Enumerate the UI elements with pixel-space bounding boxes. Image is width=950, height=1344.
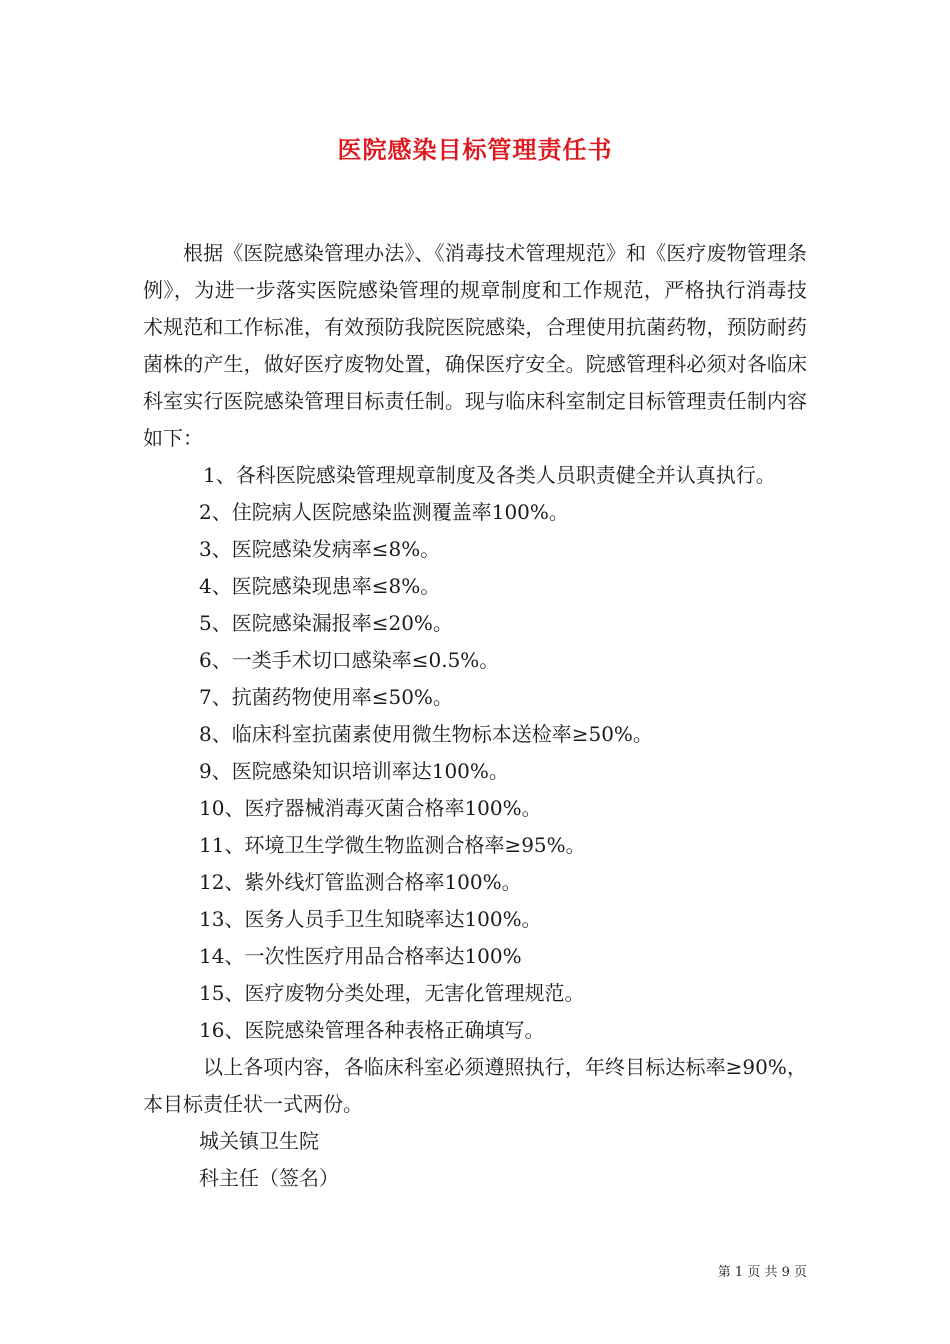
list-item: 3、医院感染发病率≤8%。 <box>199 537 441 561</box>
list-item: 2、住院病人医院感染监测覆盖率100%。 <box>199 500 569 524</box>
list-item: 5、医院感染漏报率≤20%。 <box>199 611 453 635</box>
list-item: 12、紫外线灯管监测合格率100%。 <box>199 870 522 894</box>
list-item: 14、一次性医疗用品合格率达100% <box>199 944 522 968</box>
list-item: 10、医疗器械消毒灭菌合格率100%。 <box>199 796 542 820</box>
list-item: 7、抗菌药物使用率≤50%。 <box>199 685 453 709</box>
closing-paragraph: 以上各项内容，各临床科室必须遵照执行，年终目标达标率≥90%，本目标责任状一式两份。 <box>143 1055 807 1116</box>
list-item: 9、医院感染知识培训率达100%。 <box>199 759 509 783</box>
list-item: 16、医院感染管理各种表格正确填写。 <box>199 1018 545 1042</box>
document-title: 医院感染目标管理责任书 <box>337 135 613 164</box>
list-item: 1、各科医院感染管理规章制度及各类人员职责健全并认真执行。 <box>203 463 776 487</box>
list-item: 15、医疗废物分类处理，无害化管理规范。 <box>199 981 585 1005</box>
list-item: 13、医务人员手卫生知晓率达100%。 <box>199 907 542 931</box>
list-item: 4、医院感染现患率≤8%。 <box>199 574 441 598</box>
list-item: 11、环境卫生学微生物监测合格率≥95%。 <box>199 833 586 857</box>
page-number: 第 1 页 共 9 页 <box>717 1265 807 1280</box>
intro-paragraph: 根据《医院感染管理办法》、《消毒技术管理规范》和《医疗废物管理条例》，为进一步落实医院感染管理的规章制度和工作规范，严格执行消毒技术规范和工作标准，有效预防我院医院感染，合理使用抗菌药物，预防耐药菌株的产生，做好医疗废物处置，确保医疗安全。院感管理科必须对各临床科室实行医院感染管理目标责任制。现与临床科室制定目标管理责任制内容如下： <box>143 241 807 450</box>
list-item: 8、临床科室抗菌素使用微生物标本送检率≥50%。 <box>199 722 653 746</box>
signature-line: 科主任（签名） <box>199 1166 339 1190</box>
document-body <box>143 235 807 1197</box>
hospital-name: 城关镇卫生院 <box>199 1129 319 1153</box>
list-item: 6、一类手术切口感染率≤0.5%。 <box>199 648 500 672</box>
